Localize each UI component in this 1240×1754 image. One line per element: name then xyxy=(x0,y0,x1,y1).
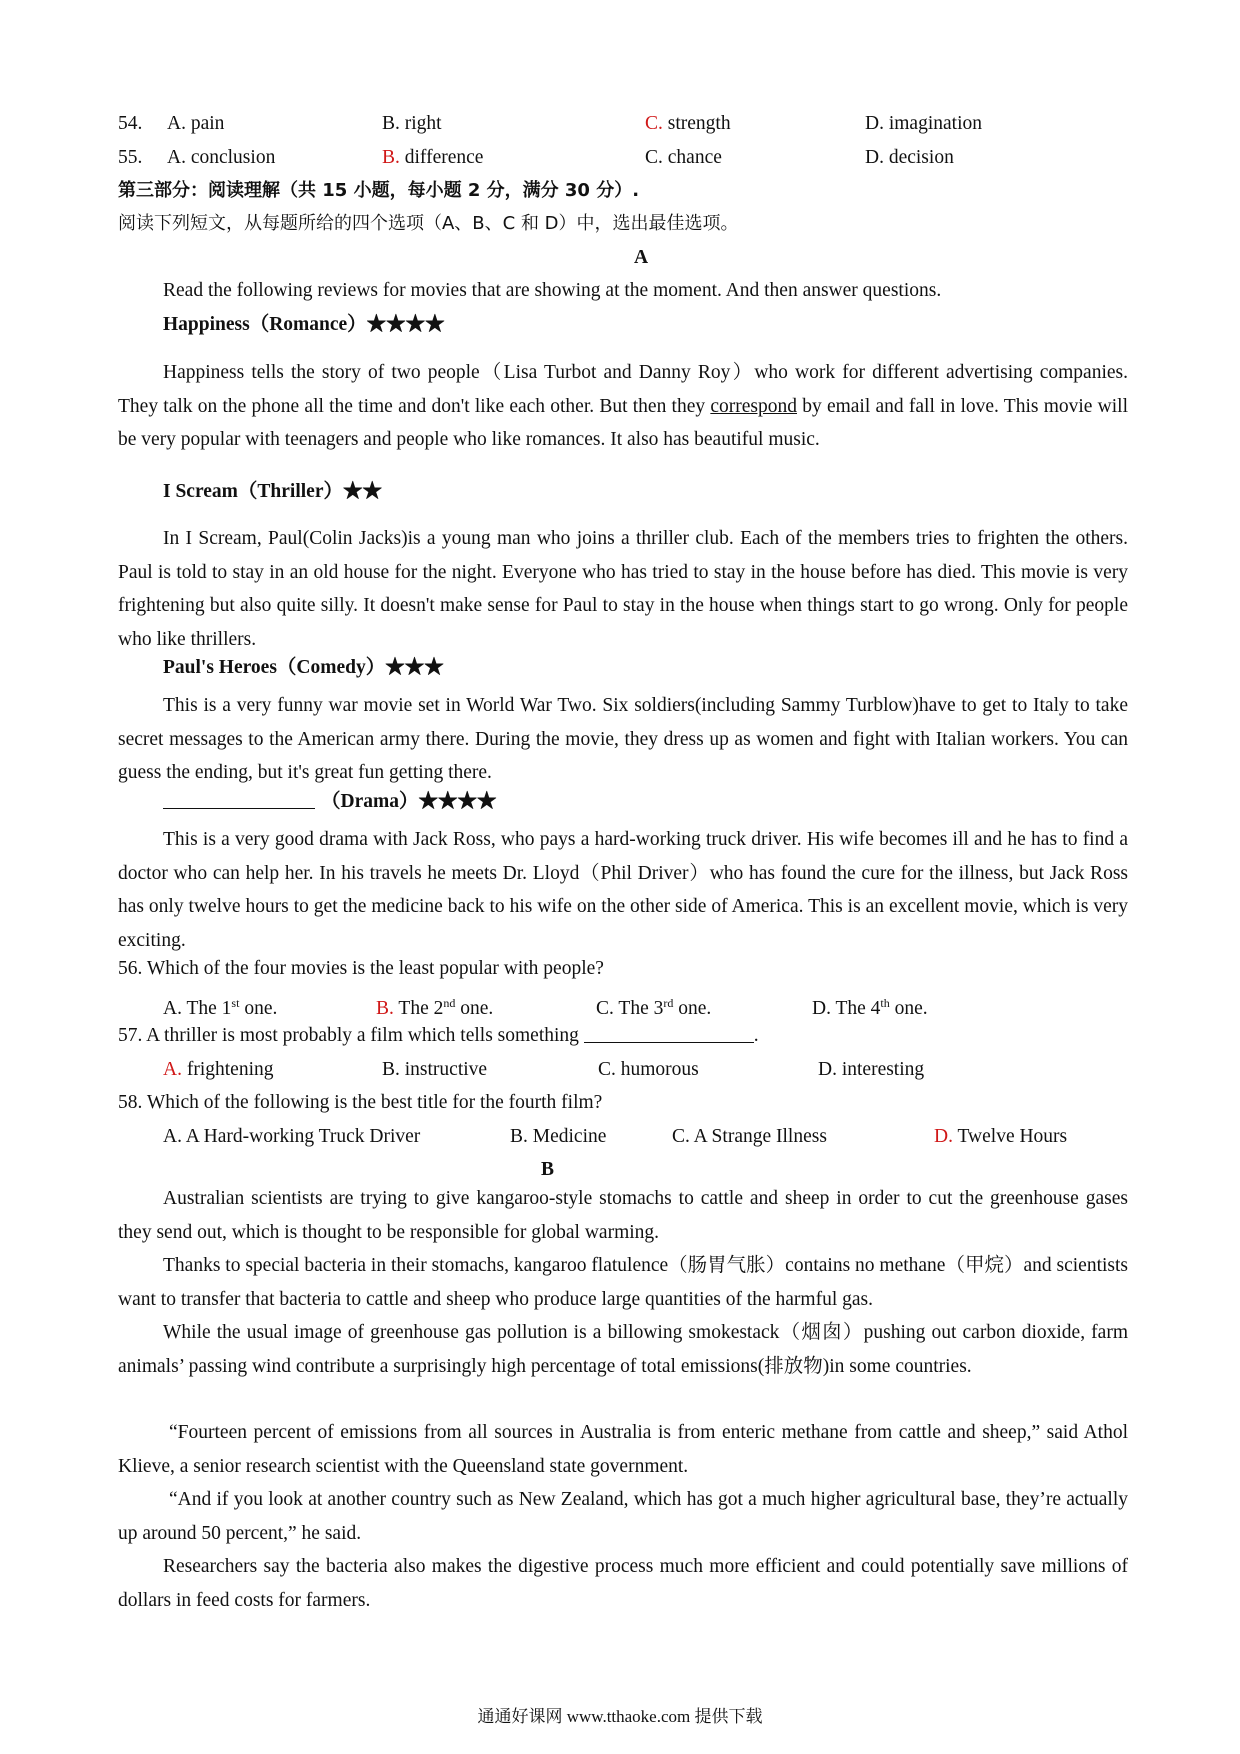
movie1-review: Happiness tells the story of two people（Lisa Turbot and Danny Roy）who work for different advertising companies. They talk on the phone all the time and don't like each other. But then they correspond by email and fall in love. This movie will be very popular with teenagers and people who like romances. It also has beautiful music. xyxy=(118,362,1128,450)
q57-stem: 57. A thriller is most probably a film which tells something . xyxy=(118,1025,759,1046)
q55-option-b: B. difference xyxy=(382,147,484,168)
q56-option-d: D. The 4th one. xyxy=(812,996,928,1019)
q54-option-c: C. strength xyxy=(645,113,731,134)
q56-stem: 56. Which of the four movies is the least popular with people? xyxy=(118,958,604,979)
q58-answer-letter: D. xyxy=(934,1126,953,1147)
q56-option-c: C. The 3rd one. xyxy=(596,996,712,1019)
movie1-title: Happiness（Romance）★★★★ xyxy=(163,314,445,335)
q55-option-c: C. chance xyxy=(645,147,722,168)
q55-number: 55. xyxy=(118,147,143,168)
q58-option-d: D. Twelve Hours xyxy=(934,1126,1068,1147)
answer-blank xyxy=(584,1024,754,1043)
passage-a-label: A xyxy=(634,247,649,268)
q54-option-d: D. imagination xyxy=(865,113,982,134)
underlined-word: correspond xyxy=(710,395,797,417)
passage-b-label: B xyxy=(541,1159,555,1180)
q54-number: 54. xyxy=(118,113,143,134)
q55-answer-letter: B. xyxy=(382,147,400,168)
passage-b-paragraph-2: Thanks to special bacteria in their stomachs, kangaroo flatulence（肠胃气胀）contains no methane（甲烷）and scientists want to transfer that bacteria to cattle and sheep who produce large quantities of the harmful gas. xyxy=(118,1255,1128,1310)
passage-b-paragraph-5: “And if you look at another country such as New Zealand, which has got a much higher agricultural base, they’re actually up around 50 percent,” he said. xyxy=(118,1489,1128,1544)
q57-option-a: A. frightening xyxy=(163,1059,274,1080)
passage-b-paragraph-3: While the usual image of greenhouse gas pollution is a billowing smokestack（烟囱）pushing out carbon dioxide, farm animals’ passing wind contribute a surprisingly high percentage of total emissions(排放物)in some countries. xyxy=(118,1322,1128,1377)
movie4-review: This is a very good drama with Jack Ross, who pays a hard-working truck driver. His wife becomes ill and he has to find a doctor who can help her. In his travels he meets Dr. Lloyd（Phil Driver）who has found the cure for the illness, but Jack Ross has only twelve hours to get the medicine back to his wife on the other side of America. This is an excellent movie, which is very exciting. xyxy=(118,829,1128,951)
q56-option-b: B. The 2nd one. xyxy=(376,996,494,1019)
movie2-title: I Scream（Thriller）★★ xyxy=(163,481,382,502)
q57-answer-letter: A. xyxy=(163,1059,182,1080)
q54-option-a: A. pain xyxy=(167,113,225,134)
title-blank xyxy=(163,790,315,809)
q58-option-c: C. A Strange Illness xyxy=(672,1126,827,1147)
movie3-title: Paul's Heroes（Comedy）★★★ xyxy=(163,657,444,678)
passage-b-paragraph-6: Researchers say the bacteria also makes the digestive process much more efficient and could potentially save millions of dollars in feed costs for farmers. xyxy=(118,1556,1128,1611)
passage-a-intro: Read the following reviews for movies that are showing at the moment. And then answer questions. xyxy=(163,280,942,301)
movie2-review: In I Scream, Paul(Colin Jacks)is a young man who joins a thriller club. Each of the members tries to frighten the others. Paul is told to stay in an old house for the night. Everyone who has tried to stay in the house before has died. This movie is very frightening but also quite silly. It doesn't make sense for Paul to stay in the house when things start to go wrong. Only for people who like thrillers. xyxy=(118,528,1128,650)
page-footer: 通通好课网 www.tthaoke.com 提供下载 xyxy=(477,1707,763,1726)
q58-option-a: A. A Hard-working Truck Driver xyxy=(163,1126,421,1147)
section3-title: 第三部分：阅读理解（共 15 小题，每小题 2 分，满分 30 分）. xyxy=(118,180,640,201)
q57-option-d: D. interesting xyxy=(818,1059,925,1080)
q56-answer-letter: B. xyxy=(376,998,394,1019)
q55-option-a: A. conclusion xyxy=(167,147,276,168)
q56-option-a: A. The 1st one. xyxy=(163,996,278,1019)
passage-b-paragraph-1: Australian scientists are trying to give kangaroo-style stomachs to cattle and sheep in order to cut the greenhouse gases they send out, which is thought to be responsible for global warming. xyxy=(118,1188,1128,1243)
section3-instructions: 阅读下列短文，从每题所给的四个选项（A、B、C 和 D）中，选出最佳选项。 xyxy=(118,213,739,234)
q57-option-c: C. humorous xyxy=(598,1059,699,1080)
passage-b-paragraph-4: “Fourteen percent of emissions from all sources in Australia is from enteric methane from cattle and sheep,” said Athol Klieve, a senior research scientist with the Queensland state government. xyxy=(118,1422,1128,1477)
movie4-title: （Drama）★★★★ xyxy=(163,790,496,814)
q54-answer-letter: C. xyxy=(645,113,663,134)
q58-option-b: B. Medicine xyxy=(510,1126,607,1147)
q58-stem: 58. Which of the following is the best title for the fourth film? xyxy=(118,1092,603,1113)
q54-option-b: B. right xyxy=(382,113,442,134)
q55-option-d: D. decision xyxy=(865,147,954,168)
q57-option-b: B. instructive xyxy=(382,1059,488,1080)
movie3-review: This is a very funny war movie set in World War Two. Six soldiers(including Sammy Turblow)have to get to Italy to take secret messages to the American army there. During the movie, they dress up as women and fight with Italian workers. You can guess the ending, but it's great fun getting there. xyxy=(118,695,1128,783)
